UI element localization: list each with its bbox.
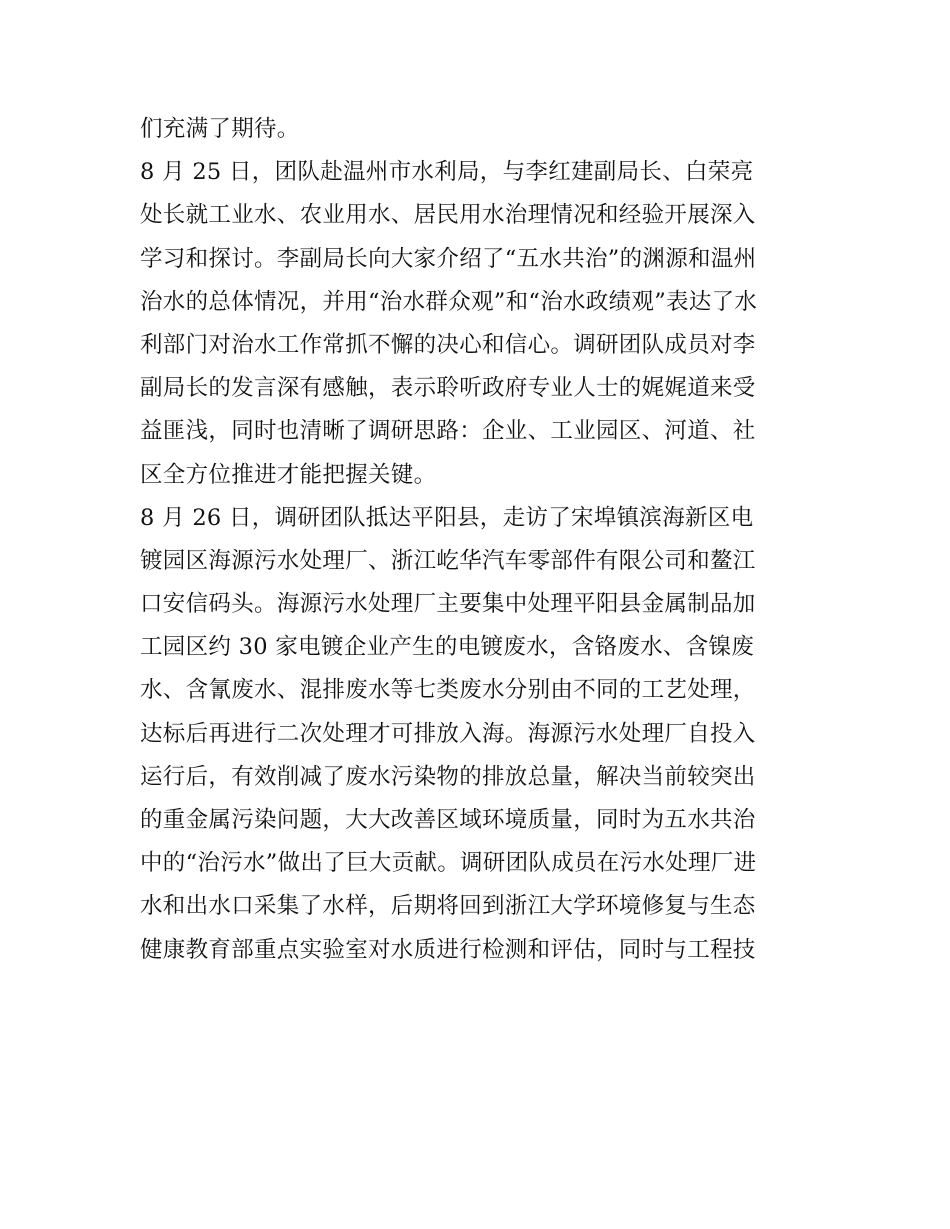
text-line: 镀园区海源污水处理厂、浙江屹华汽车零部件有限公司和鳌江	[140, 547, 756, 574]
text-line: 8 月 26 日，调研团队抵达平阳县，走访了宋埠镇滨海新区电	[140, 504, 754, 531]
text-line: 们充满了期待。	[140, 116, 300, 142]
text-line: 学习和探讨。李副局长向大家介绍了“五水共治”的渊源和温州	[140, 245, 757, 272]
text-line: 健康教育部重点实验室对水质进行检测和评估，同时与工程技	[140, 936, 756, 963]
text-line: 利部门对治水工作常抓不懈的决心和信心。调研团队成员对李	[140, 331, 756, 358]
text-line: 8 月 25 日，团队赴温州市水利局，与李红建副局长、白荣亮	[140, 159, 754, 186]
text-line: 工园区约 30 家电镀企业产生的电镀废水，含铬废水、含镍废	[140, 634, 755, 661]
text-line: 区全方位推进才能把握关键。	[140, 461, 437, 488]
text-line: 口安信码头。海源污水处理厂主要集中处理平阳县金属制品加	[140, 591, 756, 618]
text-line: 水和出水口采集了水样，后期将回到浙江大学环境修复与生态	[140, 893, 756, 920]
text-line: 治水的总体情况，并用“治水群众观”和“治水政绩观”表达了水	[140, 288, 758, 315]
text-line: 水、含氰废水、混排废水等七类废水分别由不同的工艺处理，	[140, 677, 756, 704]
text-line: 中的“治污水”做出了巨大贡献。调研团队成员在污水处理厂进	[140, 850, 757, 877]
text-line: 益匪浅，同时也清晰了调研思路：企业、工业园区、河道、社	[140, 418, 756, 445]
text-line: 达标后再进行二次处理才可排放入海。海源污水处理厂自投入	[140, 720, 756, 747]
text-line: 运行后，有效削减了废水污染物的排放总量，解决当前较突出	[140, 763, 756, 790]
text-line: 处长就工业水、农业用水、居民用水治理情况和经验开展深入	[140, 202, 756, 229]
text-line: 副局长的发言深有感触，表示聆听政府专业人士的娓娓道来受	[140, 375, 756, 402]
body-text	[140, 108, 820, 972]
text-line: 的重金属污染问题，大大改善区域环境质量，同时为五水共治	[140, 807, 756, 833]
